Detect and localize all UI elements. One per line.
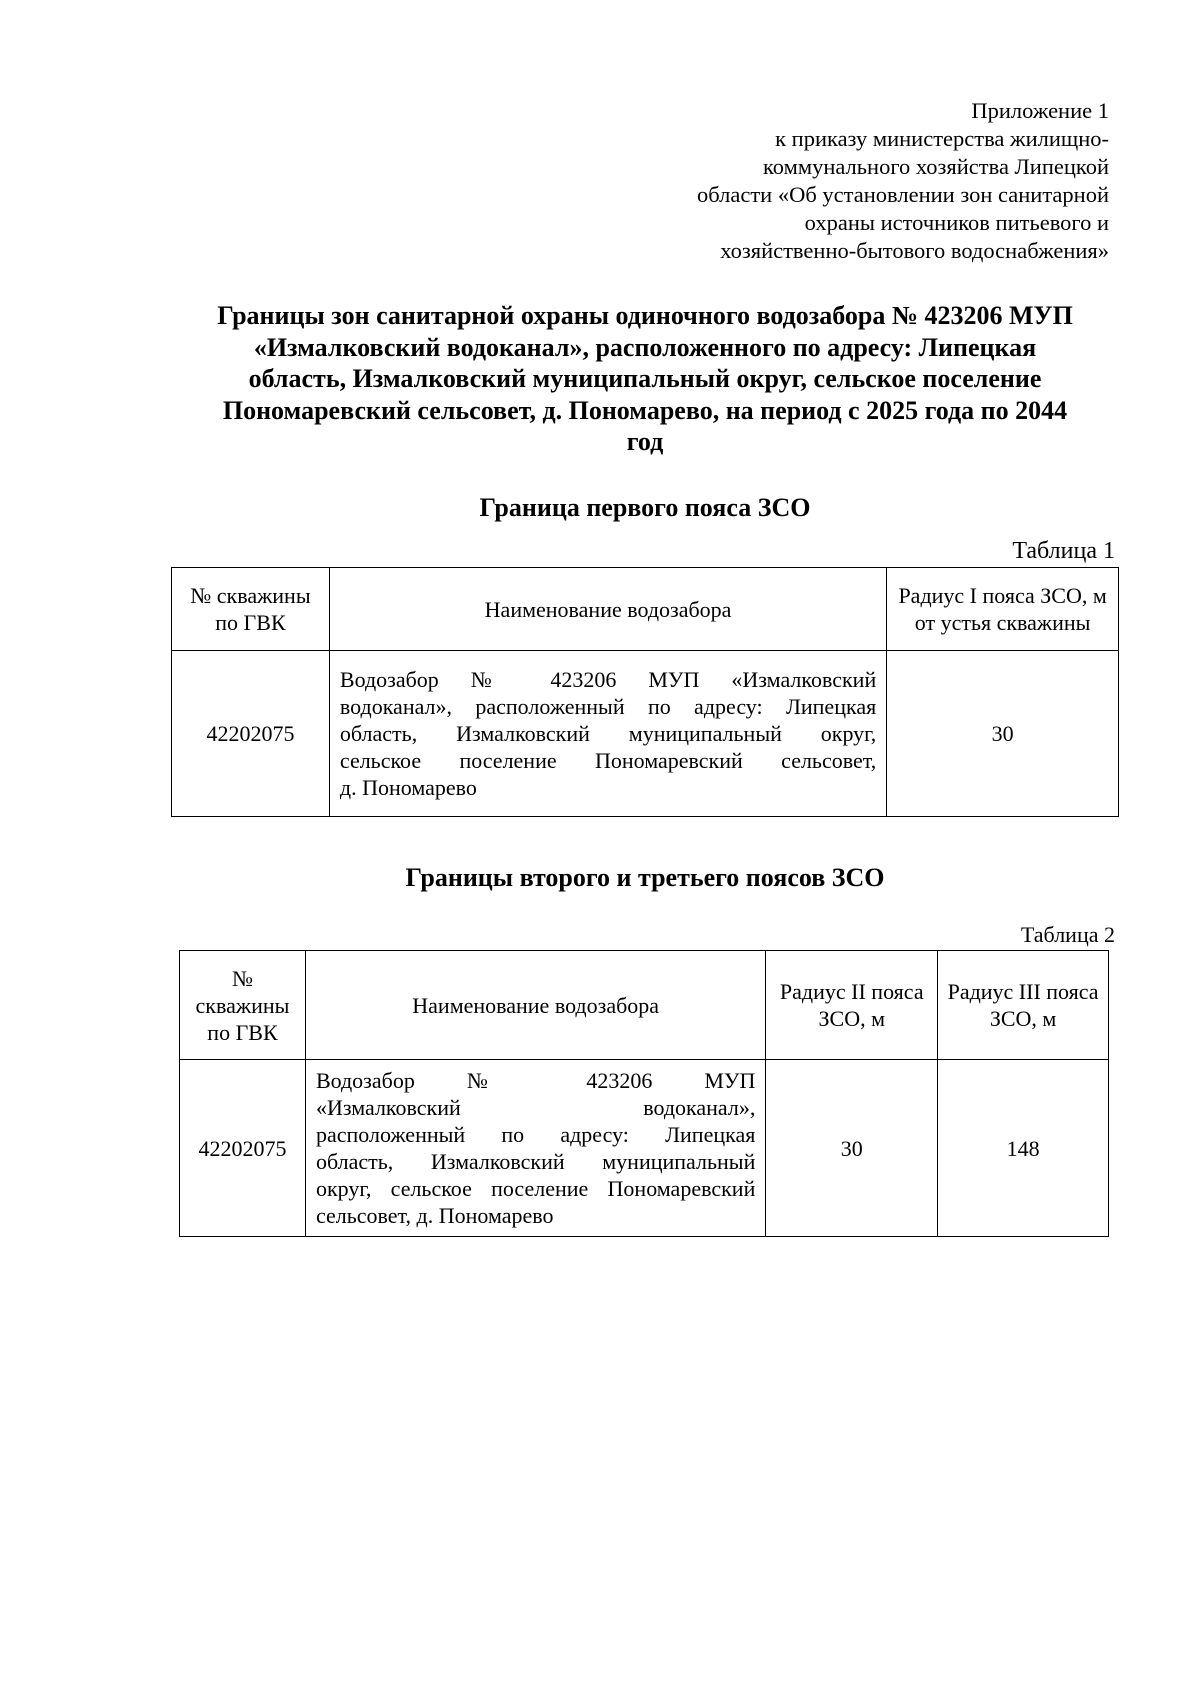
table-header-row	[172, 568, 1119, 651]
cell-radius-2: 30	[766, 1060, 938, 1237]
cell-text-line: Водозабор № 423206 МУП «Измалковский	[339, 667, 877, 692]
cell-text-line: д. Пономарево	[339, 775, 477, 800]
document-title	[170, 300, 1120, 458]
cell-text-line: расположенный по адресу: Липецкая	[315, 1122, 756, 1147]
table1-caption: Таблица 1	[1012, 538, 1115, 564]
title-line: область, Измалковский муниципальный округ, сельское поселение	[248, 364, 1042, 393]
cell-radius-3: 148	[938, 1060, 1109, 1237]
cell-text-line: «Измалковский водоканал»,	[315, 1095, 756, 1120]
appendix-line: хозяйственно-бытового водоснабжения»	[720, 238, 1109, 263]
header-radius-2: Радиус II пояса ЗСО, м	[766, 951, 938, 1060]
appendix-line: области «Об установлении зон санитарной	[697, 182, 1109, 207]
cell-text-line: сельское поселение Пономаревский сельсовет,	[339, 748, 877, 773]
header-well-number: № скважины по ГВК	[180, 951, 306, 1060]
title-line: «Измалковский водоканал», расположенного по адресу: Липецкая	[253, 332, 1037, 362]
cell-text-line: область, Измалковский муниципальный	[315, 1149, 756, 1174]
appendix-line: коммунального хозяйства Липецкой	[762, 154, 1109, 179]
cell-text-line: сельсовет, д. Пономарево	[315, 1203, 554, 1228]
cell-text-line: водоканал», расположенный по адресу: Липецкая	[339, 694, 877, 719]
title-line: год	[626, 427, 664, 456]
appendix-line: охраны источников питьевого и	[804, 210, 1109, 235]
table-second-third-zones	[179, 950, 1109, 1237]
table-header-row	[180, 951, 1109, 1060]
appendix-line: Приложение 1	[971, 98, 1109, 123]
appendix-line: к приказу министерства жилищно-	[775, 126, 1109, 151]
cell-well-number: 42202075	[172, 651, 330, 817]
cell-intake-name	[305, 1060, 765, 1237]
section1-heading: Граница первого пояса ЗСО	[479, 493, 811, 522]
header-radius-1: Радиус I пояса ЗСО, м от устья скважины	[887, 568, 1119, 651]
title-line: Границы зон санитарной охраны одиночного водозабора № 423206 МУП	[217, 301, 1073, 330]
appendix-header	[589, 97, 1109, 265]
header-radius-3: Радиус III пояса ЗСО, м	[938, 951, 1109, 1060]
cell-text-line: область, Измалковский муниципальный округ,	[339, 721, 877, 746]
table-first-zone	[171, 567, 1119, 817]
title-line: Пономаревский сельсовет, д. Пономарево, на период с 2025 года по 2044	[222, 395, 1068, 425]
cell-text-line: Водозабор № 423206 МУП	[315, 1068, 756, 1093]
table-row	[172, 651, 1119, 817]
cell-radius-1: 30	[887, 651, 1119, 817]
header-intake-name: Наименование водозабора	[329, 568, 886, 651]
cell-well-number: 42202075	[180, 1060, 306, 1237]
cell-intake-name	[329, 651, 886, 817]
section2-heading: Границы второго и третьего поясов ЗСО	[405, 863, 885, 892]
table2-caption: Таблица 2	[1020, 922, 1115, 947]
header-well-number: № скважины по ГВК	[172, 568, 330, 651]
table-row	[180, 1060, 1109, 1237]
header-intake-name: Наименование водозабора	[305, 951, 765, 1060]
cell-text-line: округ, сельское поселение Пономаревский	[315, 1176, 756, 1201]
